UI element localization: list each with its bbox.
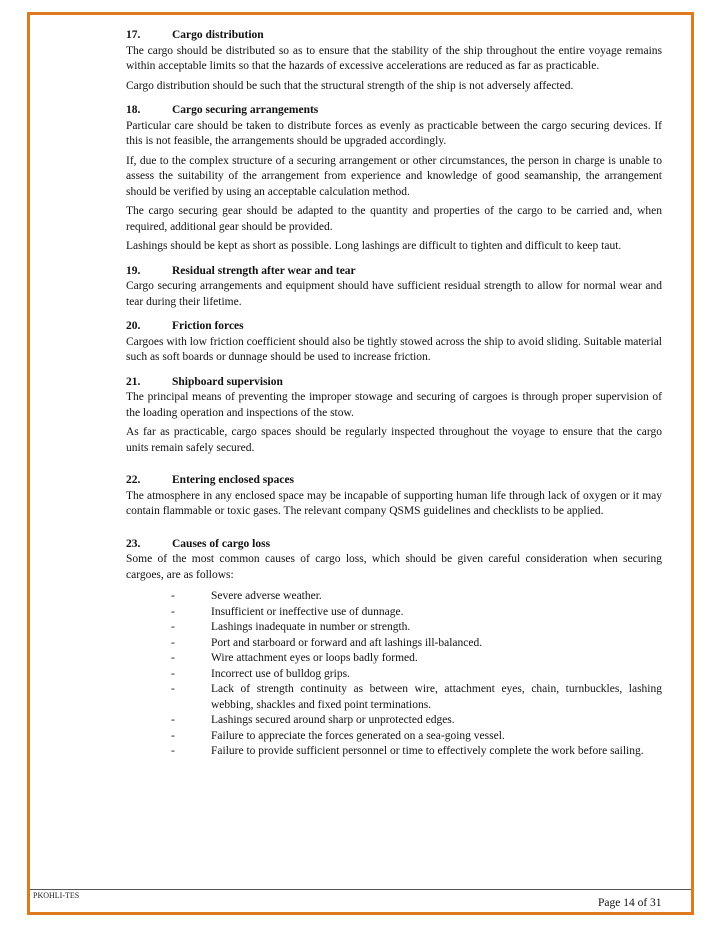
bullet-dash: - xyxy=(171,729,175,742)
paragraph: The atmosphere in any enclosed space may be incapable of supporting human life through lack of oxygen or it may contain flammable or toxic gases. The relevant company QSMS guidelines and checklists to be applied. xyxy=(126,489,662,517)
paragraph: If, due to the complex structure of a securing arrangement or other circumstances, the person in charge is unable to assess the suitability of the arrangement from experience and knowledge of good seamanship, the arrangement should be verified by using an acceptable calculation method. xyxy=(126,154,662,198)
section-title: Cargo securing arrangements xyxy=(172,104,319,116)
section-18 xyxy=(126,103,662,255)
list-item xyxy=(126,589,662,605)
bullet-dash: - xyxy=(171,652,175,664)
list-item xyxy=(126,636,662,652)
footer-page-number: Page 14 of 31 xyxy=(598,897,662,909)
section-heading xyxy=(126,103,662,119)
section-title: Causes of cargo loss xyxy=(172,537,271,550)
bullet-dash: - xyxy=(171,590,175,602)
paragraph: Particular care should be taken to distribute forces as evenly as practicable between the cargo securing devices. If this is not feasible, the arrangements should be upgraded accordingly. xyxy=(126,119,662,147)
bullet-dash: - xyxy=(171,683,175,695)
paragraph: Cargo securing arrangements and equipment should have sufficient residual strength to allow for normal wear and tear during their lifetime. xyxy=(126,280,662,308)
paragraph: Cargo distribution should be such that the structural strength of the ship is not adversely affected. xyxy=(126,79,574,92)
section-22 xyxy=(126,473,662,520)
section-23 xyxy=(126,537,662,760)
bullet-dash: - xyxy=(171,636,175,649)
list-item xyxy=(126,605,662,621)
bullet-dash: - xyxy=(171,667,175,680)
section-number: 23. xyxy=(126,537,141,550)
section-title: Cargo distribution xyxy=(172,29,264,41)
list-item xyxy=(126,620,662,636)
paragraph: Some of the most common causes of cargo loss, which should be given careful consideration when securing cargoes, are as follows: xyxy=(126,553,662,581)
section-heading xyxy=(126,537,662,553)
list-item-text: Severe adverse weather. xyxy=(211,590,322,602)
section-number: 18. xyxy=(126,104,141,116)
paragraph: Lashings should be kept as short as possible. Long lashings are difficult to tighten and difficult to keep taut. xyxy=(126,240,622,252)
bullet-dash: - xyxy=(171,605,175,618)
section-number: 19. xyxy=(126,264,141,277)
paragraph: Cargoes with low friction coefficient should also be tightly stowed across the ship to avoid sliding. Suitable material such as soft boards or dunnage should be used to increase friction. xyxy=(126,335,662,363)
list-item xyxy=(126,713,662,729)
list-item-text: Failure to provide sufficient personnel or time to effectively complete the work before sailing. xyxy=(211,745,644,757)
list-item xyxy=(126,667,662,683)
section-heading xyxy=(126,473,662,489)
section-17 xyxy=(126,28,662,94)
section-title: Friction forces xyxy=(172,320,244,332)
paragraph: The cargo securing gear should be adapted to the quantity and properties of the cargo to be carried and, when required, additional gear should be provided. xyxy=(126,205,662,233)
list-item-text: Wire attachment eyes or loops badly formed. xyxy=(211,652,418,664)
section-title: Shipboard supervision xyxy=(172,375,283,388)
list-item xyxy=(126,744,662,760)
list-item-text: Port and starboard or forward and aft lashings ill-balanced. xyxy=(211,636,483,649)
section-21 xyxy=(126,375,662,457)
list-item xyxy=(126,651,662,667)
section-20 xyxy=(126,319,662,366)
list-item xyxy=(126,729,662,745)
list-item-text: Lashings inadequate in number or strength. xyxy=(211,621,411,633)
footer-divider xyxy=(30,889,691,890)
section-heading xyxy=(126,28,662,44)
paragraph: The principal means of preventing the improper stowage and securing of cargoes is through proper supervision of the loading operation and inspections of the stow. xyxy=(126,391,662,419)
section-heading xyxy=(126,264,662,280)
bullet-dash: - xyxy=(171,621,175,633)
list-item-text: Lashings secured around sharp or unprotected edges. xyxy=(211,714,455,726)
section-title: Residual strength after wear and tear xyxy=(172,264,356,277)
footer-document-code: PKOHLI-TES xyxy=(33,891,80,900)
spacer xyxy=(126,465,662,473)
list-item-text: Insufficient or ineffective use of dunnage. xyxy=(211,605,404,618)
section-number: 20. xyxy=(126,320,141,332)
list-item-text: Failure to appreciate the forces generated on a sea-going vessel. xyxy=(211,729,505,742)
bullet-dash: - xyxy=(171,745,175,757)
bullet-dash: - xyxy=(171,714,175,726)
section-title: Entering enclosed spaces xyxy=(172,474,295,486)
list-item-text: Incorrect use of bulldog grips. xyxy=(211,667,350,680)
section-19 xyxy=(126,264,662,311)
document-body xyxy=(126,28,662,769)
list-item-text: Lack of strength continuity as between wire, attachment eyes, chain, turnbuckles, lashing webbing, shackles and fixed point terminations. xyxy=(211,683,662,711)
section-number: 17. xyxy=(126,29,141,41)
cargo-loss-causes-list xyxy=(126,589,662,760)
list-item xyxy=(126,682,662,713)
paragraph: The cargo should be distributed so as to ensure that the stability of the ship throughout the entire voyage remains within acceptable limits so that the hazards of excessive accelerations are reduced as far as practicable. xyxy=(126,44,662,72)
paragraph: As far as practicable, cargo spaces should be regularly inspected throughout the voyage to ensure that the cargo units remain safely secured. xyxy=(126,426,662,454)
spacer xyxy=(126,529,662,537)
section-number: 22. xyxy=(126,474,141,486)
section-number: 21. xyxy=(126,375,141,388)
section-heading xyxy=(126,319,662,335)
section-heading xyxy=(126,375,662,391)
